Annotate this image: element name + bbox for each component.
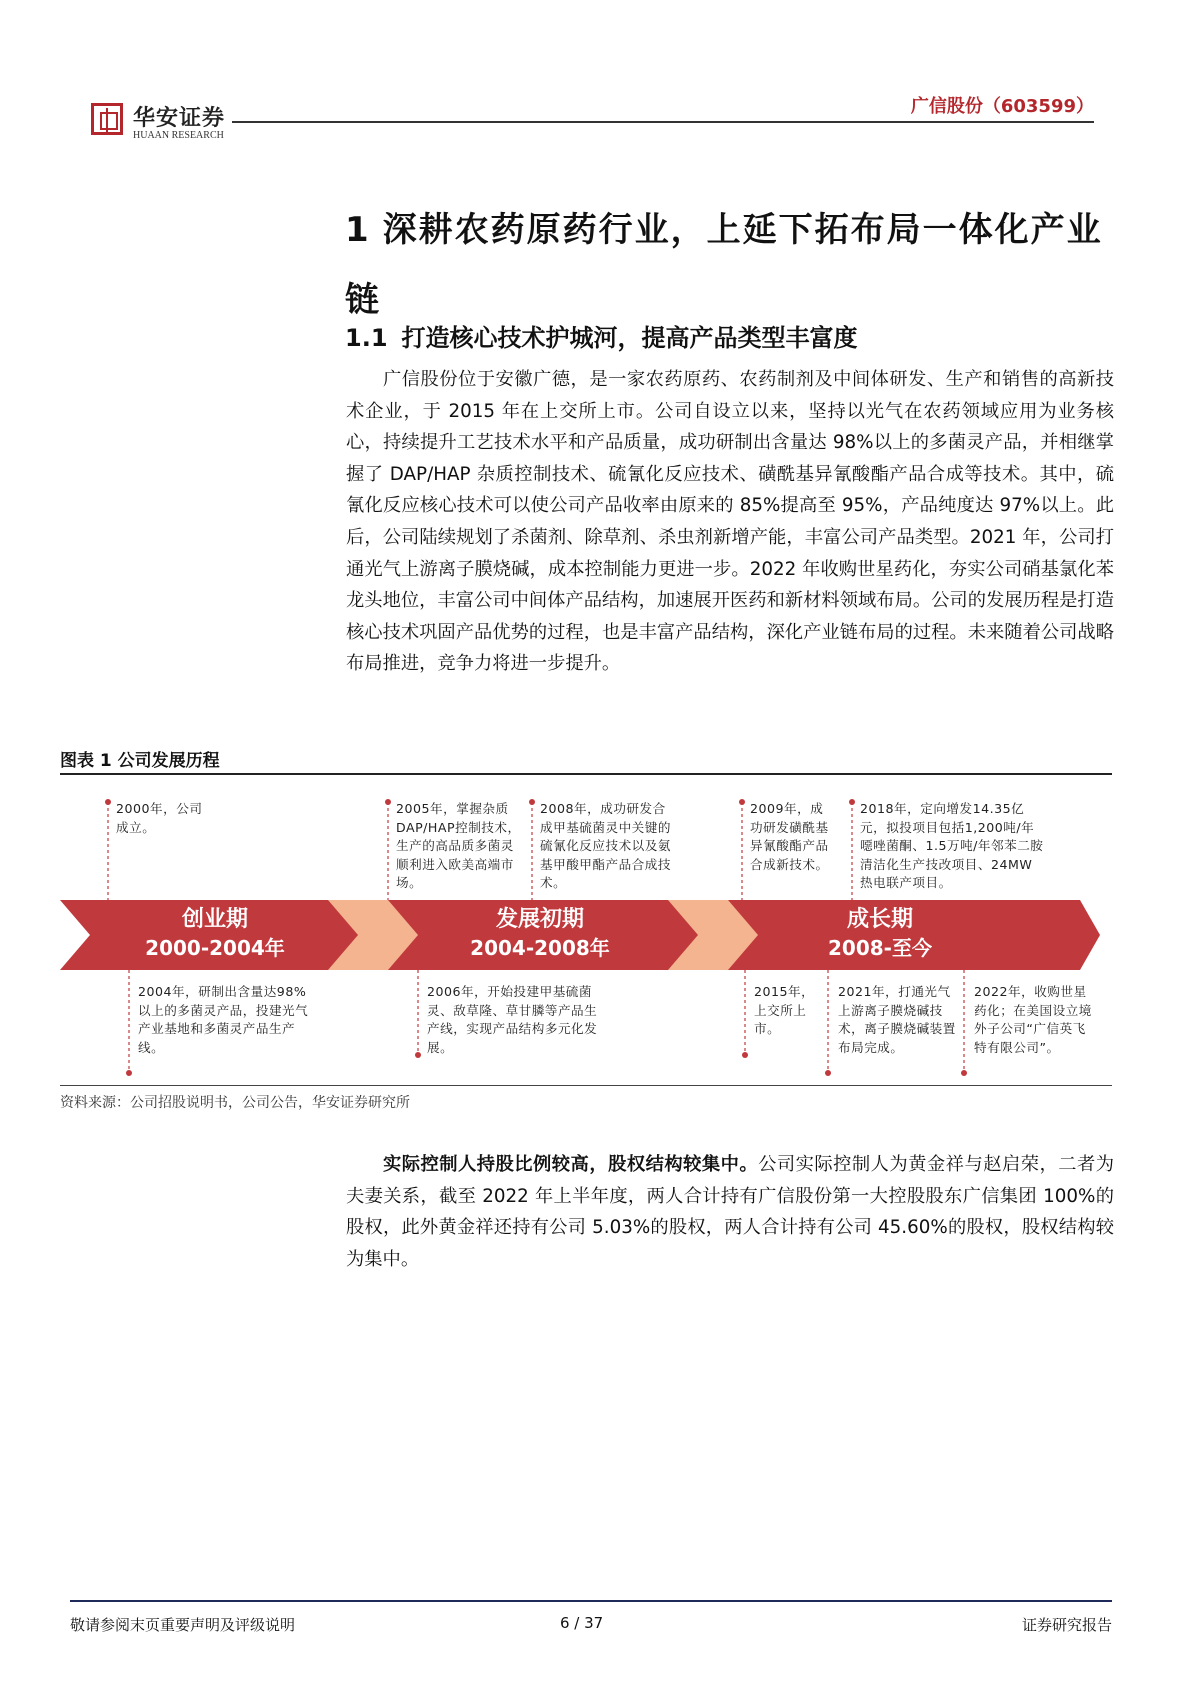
subsection-number: 1.1 <box>345 324 388 352</box>
top-dot-4 <box>739 799 745 805</box>
company-logo-icon <box>91 103 123 135</box>
figure-source: 资料来源：公司招股说明书，公司公告，华安证券研究所 <box>60 1095 410 1111</box>
timeline-event-top-2: 2005年，掌握杂质DAP/HAP控制技术，生产的高品质多菌灵顺利进入欧美高端市场。 <box>396 801 521 890</box>
page-number: 6 / 37 <box>560 1614 604 1632</box>
section-heading-1 <box>345 195 1115 335</box>
logo-text-cn: 华安证券 <box>133 105 226 131</box>
header-divider <box>232 121 1094 123</box>
timeline-event-bottom-1: 2004年，研制出含量达98%以上的多菌灵产品，投建光气产业基地和多菌灵产品生产线。 <box>138 984 309 1055</box>
bottom-dot-3 <box>742 1052 748 1058</box>
section-number: 1 <box>345 210 371 250</box>
section-title: 深耕农药原药行业，上延下拓布局一体化产业链 <box>345 210 1103 320</box>
top-dot-5 <box>849 799 855 805</box>
bottom-dot-2 <box>415 1052 421 1058</box>
phase-years-1: 2000-2004年 <box>145 936 285 960</box>
logo-text-en: HUAAN RESEARCH <box>133 130 224 141</box>
timeline-event-bottom-4: 2021年，打通光气上游离子膜烧碱技术，离子膜烧碱装置布局完成。 <box>838 984 956 1055</box>
timeline-event-bottom-3: 2015年，上交所上市。 <box>754 984 815 1036</box>
body-paragraph-2 <box>346 1149 1114 1275</box>
footer-report-type: 证券研究报告 <box>1021 1616 1112 1634</box>
timeline-event-top-4: 2009年，成功研发磺酰基异氰酸酯产品合成新技术。 <box>750 801 829 872</box>
bottom-dot-4 <box>825 1070 831 1076</box>
figure-title: 图表 1 公司发展历程 <box>60 751 220 771</box>
footer-divider <box>70 1600 1112 1602</box>
timeline-event-top-1: 2000年，公司成立。 <box>116 801 203 835</box>
bottom-dot-1 <box>126 1070 132 1076</box>
phase-years-3: 2008-至今 <box>828 936 932 960</box>
phase-name-2: 发展初期 <box>495 907 585 932</box>
top-dot-3 <box>529 799 535 805</box>
timeline-event-bottom-2: 2006年，开始投建甲基硫菌灵、敌草隆、草甘膦等产品生产线，实现产品结构多元化发展。 <box>427 984 598 1055</box>
top-dot-1 <box>105 799 111 805</box>
phase-name-1: 创业期 <box>181 907 249 932</box>
figure-top-rule <box>60 773 1112 775</box>
timeline-event-top-5: 2018年，定向增发14.35亿元，拟投项目包括1,200吨/年噁唑菌酮、1.5万吨/年邻苯二胺清洁化生产技改项目、24MW热电联产项目。 <box>860 801 1044 890</box>
phase-name-3: 成长期 <box>846 907 914 932</box>
top-dot-2 <box>385 799 391 805</box>
paragraph-body: 公司实际控制人为黄金祥与赵启荣，二者为夫妻关系，截至 2022 年上半年度，两人合计持有广信股份第一大控股股东广信集团 100%的股权，此外黄金祥还持有公司 5.03%的股权，两人合计持有公司 45.60%的股权，股权结构较为集中。 <box>346 1154 1115 1270</box>
figure-bottom-rule <box>60 1085 1112 1086</box>
subsection-title: 打造核心技术护城河，提高产品类型丰富度 <box>401 324 858 352</box>
phase-years-2: 2004-2008年 <box>470 936 610 960</box>
paragraph-lead-bold: 实际控制人持股比例较高，股权结构较集中。 <box>383 1154 759 1175</box>
header-company: 广信股份（603599） <box>910 96 1094 117</box>
body-paragraph-1: 广信股份位于安徽广德，是一家农药原药、农药制剂及中间体研发、生产和销售的高新技术企业，于 2015 年在上交所上市。公司自设立以来，坚持以光气在农药领域应用为业务核心，持续提升工艺技术水平和产品质量，成功研制出含量达 98%以上的多菌灵产品，并相继掌握了 DAP/HAP 杂质控制技术、硫氰化反应技术、磺酰基异氰酸酯产品合成等技术。其中，硫氰化反应核心技术可以使公司产品收率由原来的 85%提高至 95%，产品纯度达 97%以上。此后，公司陆续规划了杀菌剂、除草剂、杀虫剂新增产能，丰富公司产品类型。2021 年，公司打通光气上游离子膜烧碱，成本控制能力更进一步。2022 年收购世星药化，夯实公司硝基氯化苯龙头地位，丰富公司中间体产品结构，加速展开医药和新材料领域布局。公司的发展历程是打造核心技术巩固产品优势的过程，也是丰富产品结构，深化产业链布局的过程。未来随着公司战略布局推进，竞争力将进一步提升。 <box>346 369 1114 675</box>
timeline-event-top-3: 2008年，成功研发合成甲基硫菌灵中关键的硫氰化反应技术以及氨基甲酸甲酯产品合成技术。 <box>540 801 671 890</box>
timeline-event-bottom-5: 2022年，收购世星药化；在美国设立境外子公司“广信英飞特有限公司”。 <box>974 984 1092 1055</box>
footer-disclaimer: 敬请参阅末页重要声明及评级说明 <box>70 1616 296 1634</box>
subsection-heading-1-1 <box>345 318 858 353</box>
bottom-dot-5 <box>961 1070 967 1076</box>
